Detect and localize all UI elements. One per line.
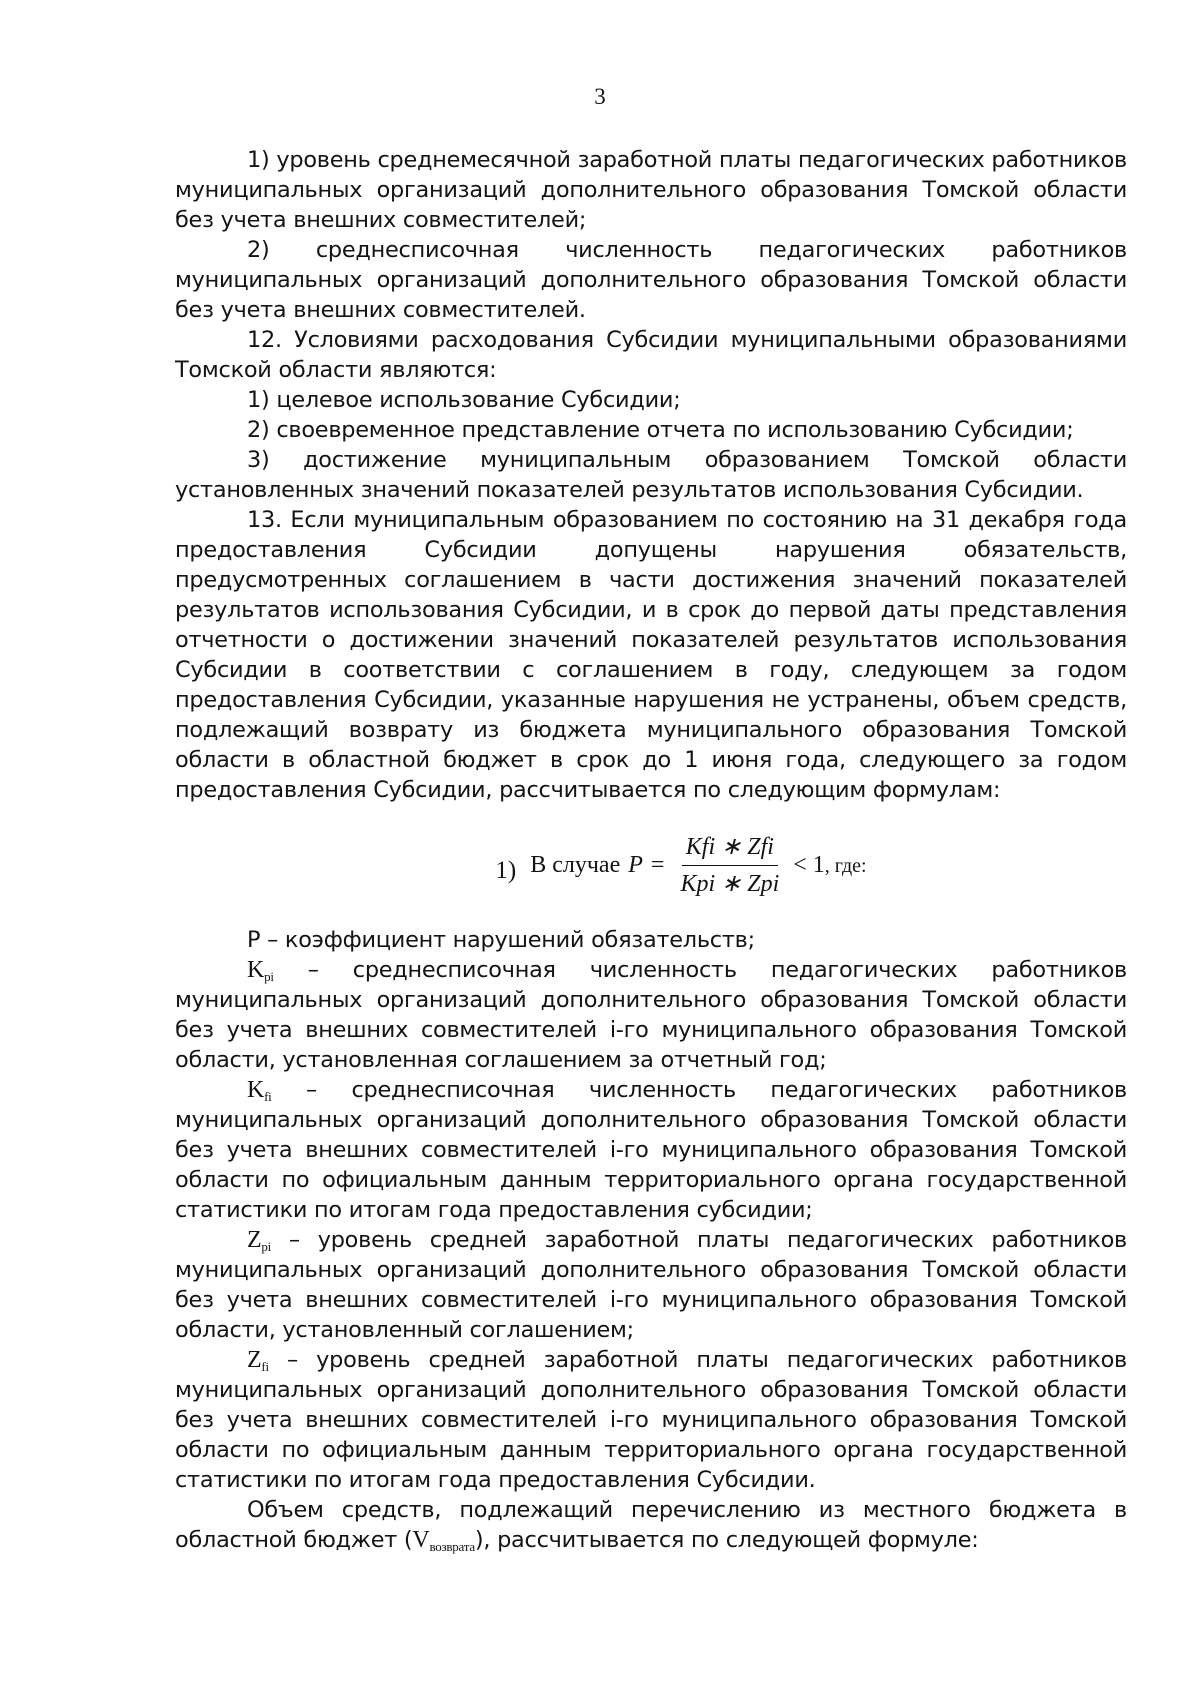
definition-kfi xyxy=(175,1075,1127,1225)
paragraph: 12. Условиями расходования Субсидии муниципальными образованиями Томской области являются: xyxy=(175,327,1127,383)
paragraph: 2) среднесписочная численность педагогических работников муниципальных организаций дополнительного образования Томской области без учета внешних совместителей. xyxy=(175,237,1127,323)
formula-label: В случае xyxy=(530,852,621,878)
paragraph: 1) уровень среднемесячной заработной платы педагогических работников муниципальных организаций дополнительного образования Томской области без учета внешних совместителей; xyxy=(175,147,1127,233)
definition-text: – уровень средней заработной платы педагогических работников муниципальных организаций дополнительного образования Томской области без учета внешних совместителей i-го муниципального образования Томской области по официальным данным территориального органа государственной статистики по итогам года предоставления Субсидии. xyxy=(175,1347,1127,1493)
formula-p xyxy=(175,805,1127,925)
definition-zfi xyxy=(175,1345,1127,1495)
symbol: Z xyxy=(247,1227,262,1253)
formula-numerator: Kfi ∗ Zfi xyxy=(682,832,778,866)
symbol: Z xyxy=(247,1347,262,1373)
symbol: V xyxy=(412,1527,430,1553)
closing-paragraph xyxy=(175,1495,1127,1555)
symbol-subscript: fi xyxy=(264,1089,272,1104)
formula-lhs: P xyxy=(628,852,643,878)
symbol-subscript: pi xyxy=(264,969,274,984)
formula-equals: = xyxy=(650,852,665,878)
definition-p: Р – коэффициент нарушений обязательств; xyxy=(247,927,755,953)
formula-comparison-value: < 1 xyxy=(793,851,825,878)
formula-comparison xyxy=(793,850,866,881)
formula-number: 1) xyxy=(495,857,517,884)
symbol: K xyxy=(247,957,265,983)
page-number: 3 xyxy=(594,84,606,109)
symbol: K xyxy=(247,1077,265,1103)
formula-fraction xyxy=(676,832,783,899)
definition-zpi xyxy=(175,1225,1127,1345)
symbol-subscript: pi xyxy=(261,1239,272,1254)
closing-text-before: Объем средств, подлежащий перечислению из местного бюджета в областной бюджет ( xyxy=(175,1497,1127,1553)
formula-denominator: Kpi ∗ Zpi xyxy=(680,870,780,897)
paragraph: 2) своевременное представление отчета по использованию Субсидии; xyxy=(247,417,1074,443)
paragraph: 1) целевое использование Субсидии; xyxy=(247,387,681,413)
closing-text-after: ), рассчитывается по следующей формуле: xyxy=(474,1527,979,1553)
document-body xyxy=(175,145,1127,1555)
definition-text: – среднесписочная численность педагогических работников муниципальных организаций дополнительного образования Томской области без учета внешних совместителей i-го муниципального образования Томской области по официальным данным территориального органа государственной статистики по итогам года предоставления субсидии; xyxy=(175,1077,1127,1223)
paragraph: 13. Если муниципальным образованием по состоянию на 31 декабря года предоставления Субсидии допущены нарушения обязательств, предусмотренных соглашением в части достижения значений показателей результатов использования Субсидии, и в срок до первой даты представления отчетности о достижении значений показателей результатов использования Субсидии в соответствии с соглашением в году, следующем за годом предоставления Субсидии, указанные нарушения не устранены, объем средств, подлежащий возврату из бюджета муниципального образования Томской области в областной бюджет в срок до 1 июня года, следующего за годом предоставления Субсидии, рассчитывается по следующим формулам: xyxy=(175,507,1127,803)
symbol-subscript: возврата xyxy=(429,1539,475,1554)
definition-kpi xyxy=(175,955,1127,1075)
symbol-subscript: fi xyxy=(261,1359,269,1374)
definition-text: – среднесписочная численность педагогических работников муниципальных организаций дополнительного образования Томской области без учета внешних совместителей i-го муниципального образования Томской области, установленная соглашением за отчетный год; xyxy=(175,957,1127,1073)
formula-where: , где: xyxy=(824,854,867,877)
paragraph: 3) достижение муниципальным образованием Томской области установленных значений показателей результатов использования Субсидии. xyxy=(175,447,1127,503)
definition-text: – уровень средней заработной платы педагогических работников муниципальных организаций дополнительного образования Томской области без учета внешних совместителей i-го муниципального образования Томской области, установленный соглашением; xyxy=(175,1227,1127,1343)
